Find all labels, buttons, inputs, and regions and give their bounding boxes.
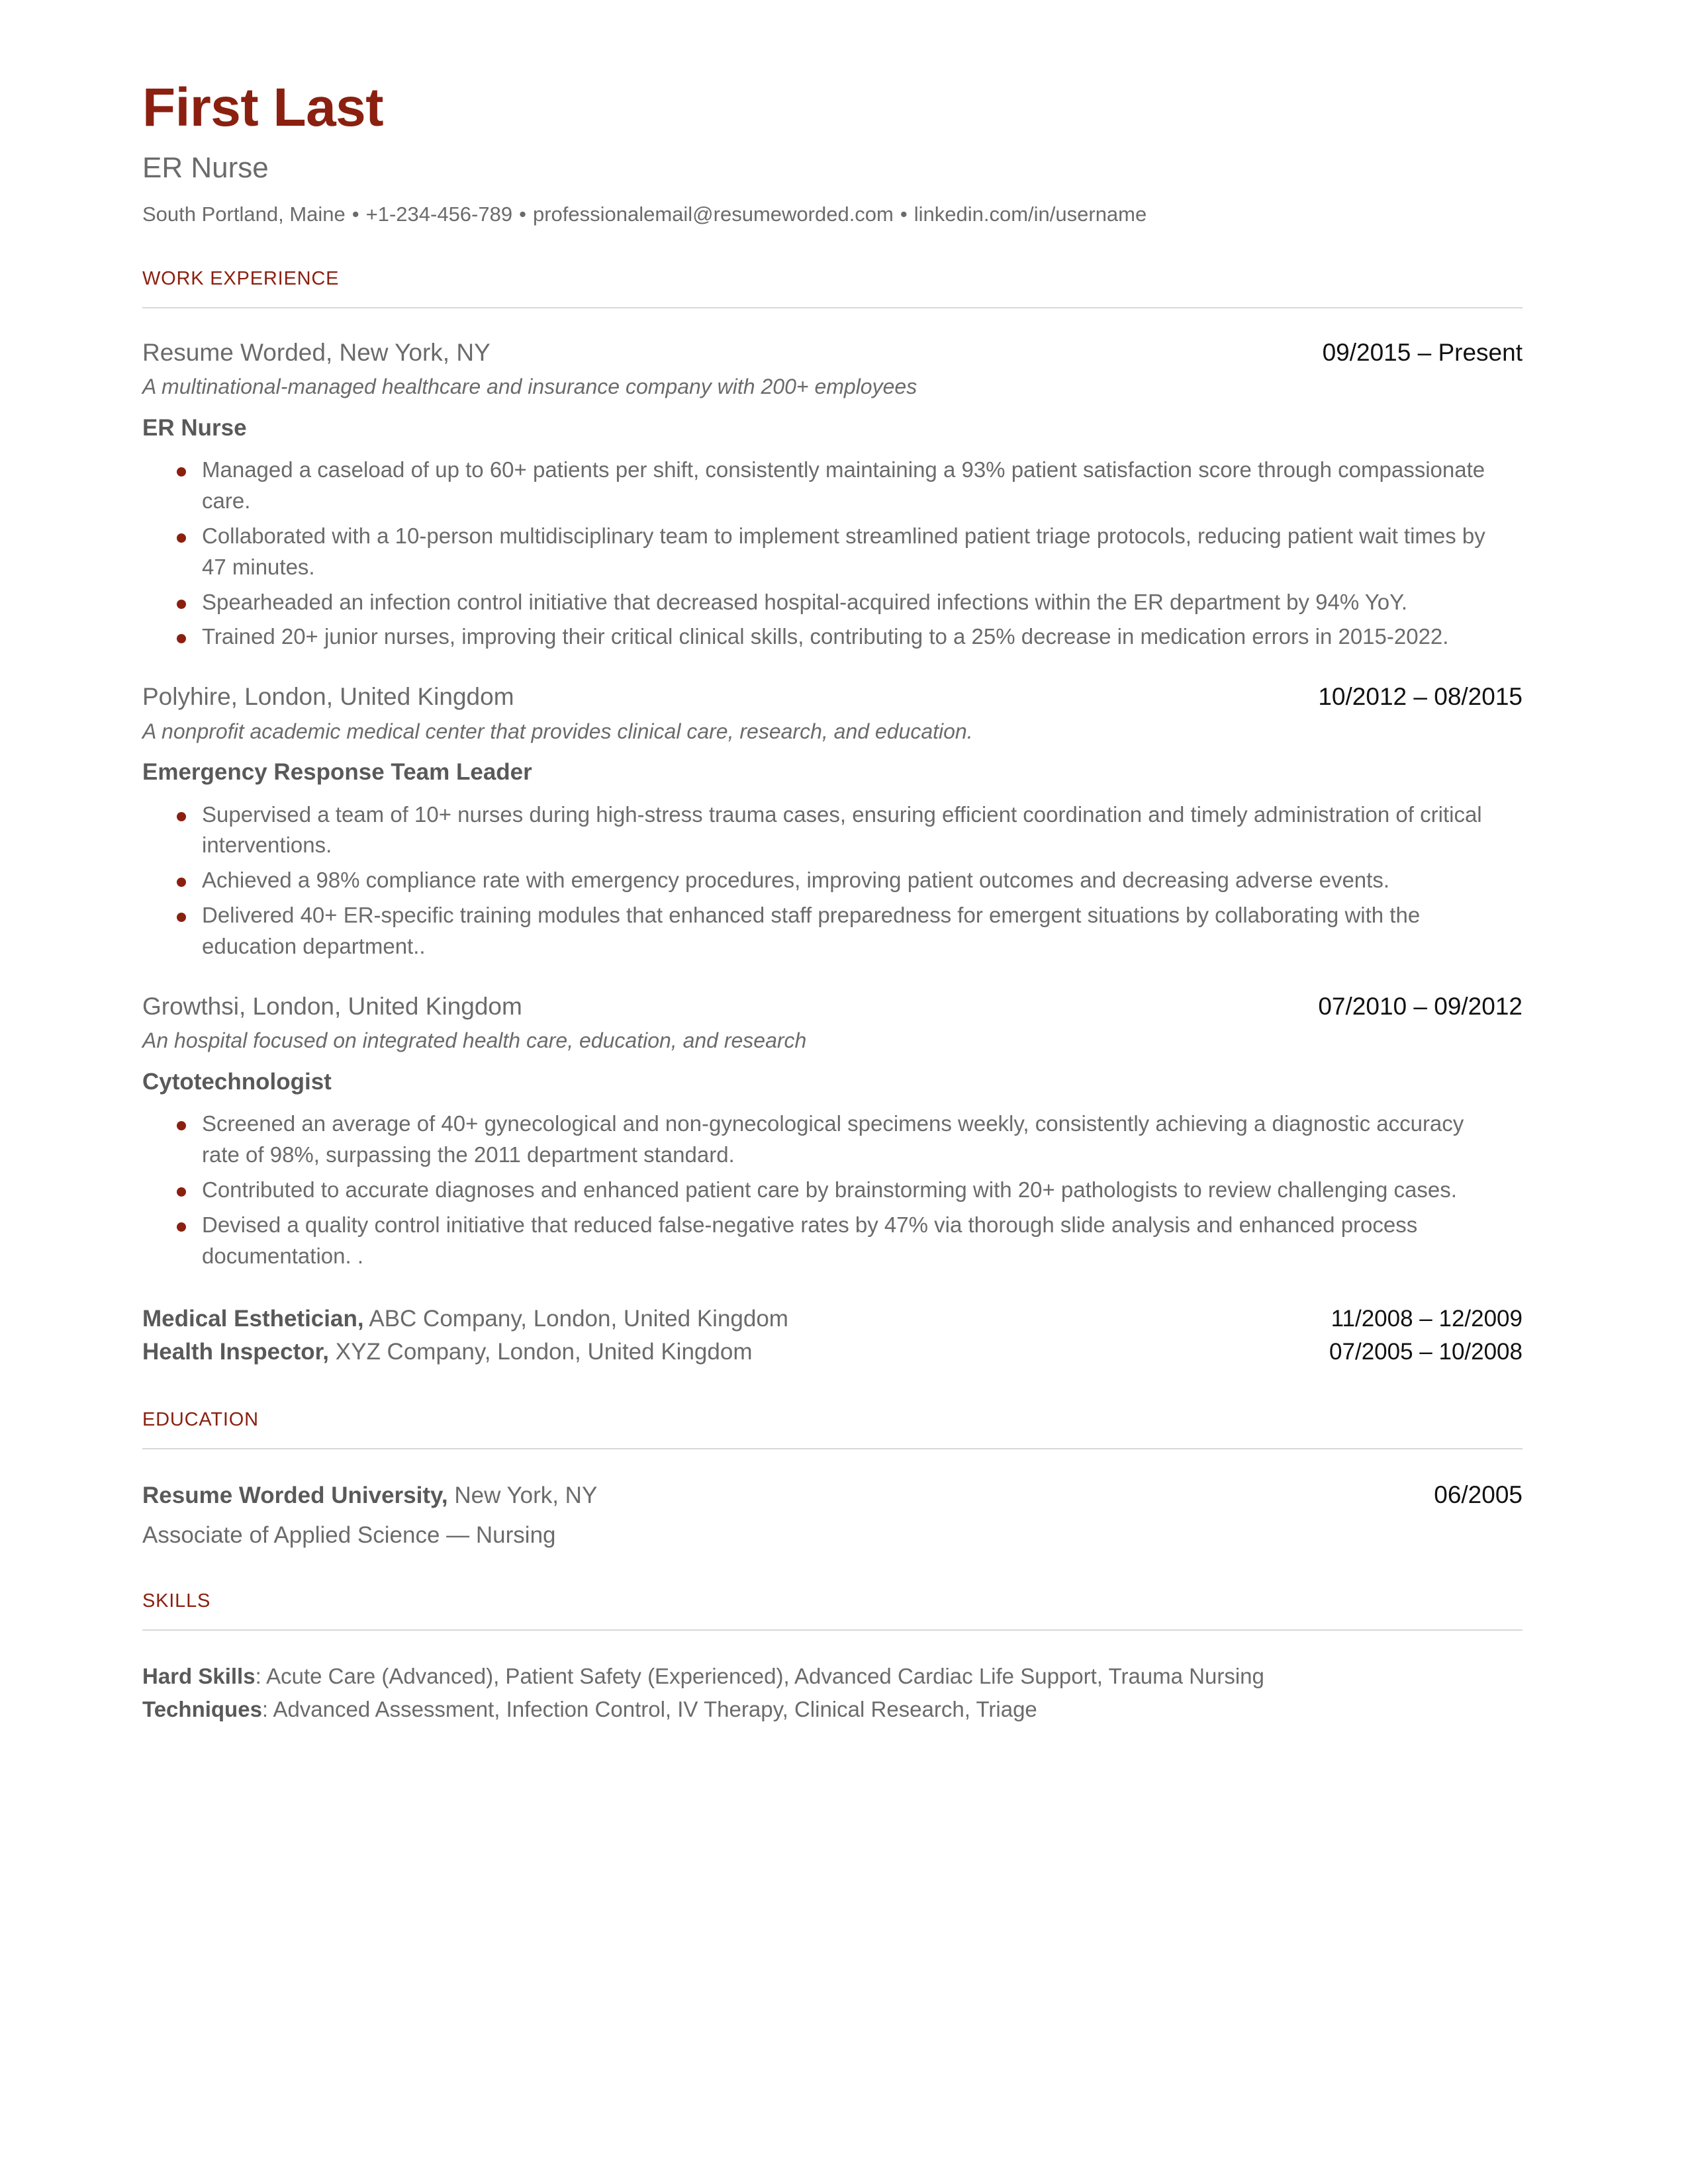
skill-values: : Acute Care (Advanced), Patient Safety (Experienced), Advanced Cardiac Life Support, Trauma Nursing	[255, 1664, 1264, 1689]
section-divider	[142, 1448, 1523, 1449]
compact-role-dates: 07/2005 – 10/2008	[1329, 1339, 1523, 1365]
contact-line	[142, 201, 1523, 228]
contact-phone: +1-234-456-789	[365, 203, 513, 226]
work-entry	[142, 338, 1523, 653]
work-entry-header	[142, 338, 1523, 368]
contact-location: South Portland, Maine	[142, 203, 346, 226]
compact-role-title: Medical Esthetician,	[142, 1305, 364, 1332]
bullet-item: Screened an average of 40+ gynecological and non-gynecological specimens weekly, consistently achieving a diagnostic accuracy rate of 98%, surpassing the 2011 department standard.	[142, 1109, 1499, 1171]
education-location: New York, NY	[454, 1482, 598, 1509]
work-entry-organization: Growthsi, London, United Kingdom	[142, 992, 522, 1020]
work-entry-description: A nonprofit academic medical center that provides clinical care, research, and education.	[142, 719, 973, 743]
education-school: Resume Worded University,	[142, 1482, 448, 1509]
section-divider	[142, 307, 1523, 308]
contact-separator-icon: •	[519, 203, 526, 226]
contact-email[interactable]: professionalemail@resumeworded.com	[532, 203, 894, 226]
contact-separator-icon: •	[900, 203, 908, 226]
bullet-item: Collaborated with a 10-person multidisciplinary team to implement streamlined patient triage protocols, reducing patient wait times by 47 minutes.	[142, 521, 1499, 583]
candidate-name: First Last	[142, 77, 384, 138]
resume-header	[142, 79, 1523, 228]
skill-line	[142, 1660, 1523, 1693]
compact-role-company: ABC Company, London, United Kingdom	[369, 1305, 788, 1332]
work-entry-header	[142, 991, 1523, 1022]
education-entry-header	[142, 1479, 1523, 1512]
compact-role-row	[142, 1302, 1523, 1336]
contact-separator-icon: •	[352, 203, 359, 226]
skill-values: : Advanced Assessment, Infection Control, IV Therapy, Clinical Research, Triage	[261, 1696, 1037, 1721]
contact-linkedin[interactable]: linkedin.com/in/username	[914, 203, 1147, 226]
compact-role-text	[142, 1336, 752, 1369]
work-entry-bullets	[142, 455, 1523, 653]
work-entry-header	[142, 682, 1523, 712]
bullet-item: Trained 20+ junior nurses, improving their critical clinical skills, contributing to a 25% decrease in medication errors in 2015-2022.	[142, 621, 1499, 653]
compact-role-title: Health Inspector,	[142, 1339, 330, 1365]
bullet-item: Delivered 40+ ER-specific training modules that enhanced staff preparedness for emergent situations by collaborating with the education department..	[142, 900, 1499, 962]
work-entry-role: Emergency Response Team Leader	[142, 759, 532, 786]
work-entry	[142, 991, 1523, 1272]
bullet-item: Devised a quality control initiative that reduced false-negative rates by 47% via thorough slide analysis and enhanced process documentation. .	[142, 1210, 1499, 1272]
work-entry-organization: Polyhire, London, United Kingdom	[142, 683, 514, 711]
work-entry	[142, 682, 1523, 962]
education-entry	[142, 1479, 1523, 1551]
bullet-item: Managed a caseload of up to 60+ patients per shift, consistently maintaining a 93% patient satisfaction score through compassionate care.	[142, 455, 1499, 517]
education-school-line	[142, 1480, 597, 1511]
bullet-item: Spearheaded an infection control initiative that decreased hospital-acquired infections within the ER department by 94% YoY.	[142, 587, 1499, 618]
work-entry-bullets	[142, 1109, 1523, 1271]
work-entry-role: Cytotechnologist	[142, 1068, 332, 1095]
bullet-item: Contributed to accurate diagnoses and enhanced patient care by brainstorming with 20+ pathologists to review challenging cases.	[142, 1175, 1499, 1206]
compact-role-text	[142, 1302, 788, 1336]
work-entry-dates: 09/2015 – Present	[1322, 338, 1523, 366]
skill-line	[142, 1693, 1523, 1726]
bullet-item: Achieved a 98% compliance rate with emergency procedures, improving patient outcomes and decreasing adverse events.	[142, 865, 1499, 896]
section-title-work-experience: WORK EXPERIENCE	[142, 267, 340, 289]
skill-label: Hard Skills	[142, 1664, 256, 1689]
bullet-item: Supervised a team of 10+ nurses during high-stress trauma cases, ensuring efficient coordination and timely administration of critical interventions.	[142, 799, 1499, 862]
section-divider	[142, 1629, 1523, 1631]
skill-label: Techniques	[142, 1696, 262, 1721]
work-entry-dates: 10/2012 – 08/2015	[1318, 683, 1523, 711]
section-title-education: EDUCATION	[142, 1409, 259, 1431]
education-dates: 06/2005	[1434, 1481, 1523, 1509]
candidate-headline: ER Nurse	[142, 152, 269, 185]
compact-role-row	[142, 1336, 1523, 1369]
compact-roles	[142, 1302, 1523, 1370]
work-entry-role: ER Nurse	[142, 414, 247, 441]
work-entry-bullets	[142, 799, 1523, 962]
section-title-skills: SKILLS	[142, 1590, 211, 1612]
work-entry-description: A multinational-managed healthcare and insurance company with 200+ employees	[142, 375, 917, 399]
compact-role-dates: 11/2008 – 12/2009	[1331, 1305, 1523, 1332]
work-entry-dates: 07/2010 – 09/2012	[1318, 992, 1523, 1020]
work-entry-organization: Resume Worded, New York, NY	[142, 338, 491, 366]
skills-body	[142, 1660, 1523, 1725]
education-degree: Associate of Applied Science — Nursing	[142, 1522, 556, 1548]
compact-role-company: XYZ Company, London, United Kingdom	[335, 1339, 753, 1365]
work-entry-description: An hospital focused on integrated health care, education, and research	[142, 1028, 807, 1053]
